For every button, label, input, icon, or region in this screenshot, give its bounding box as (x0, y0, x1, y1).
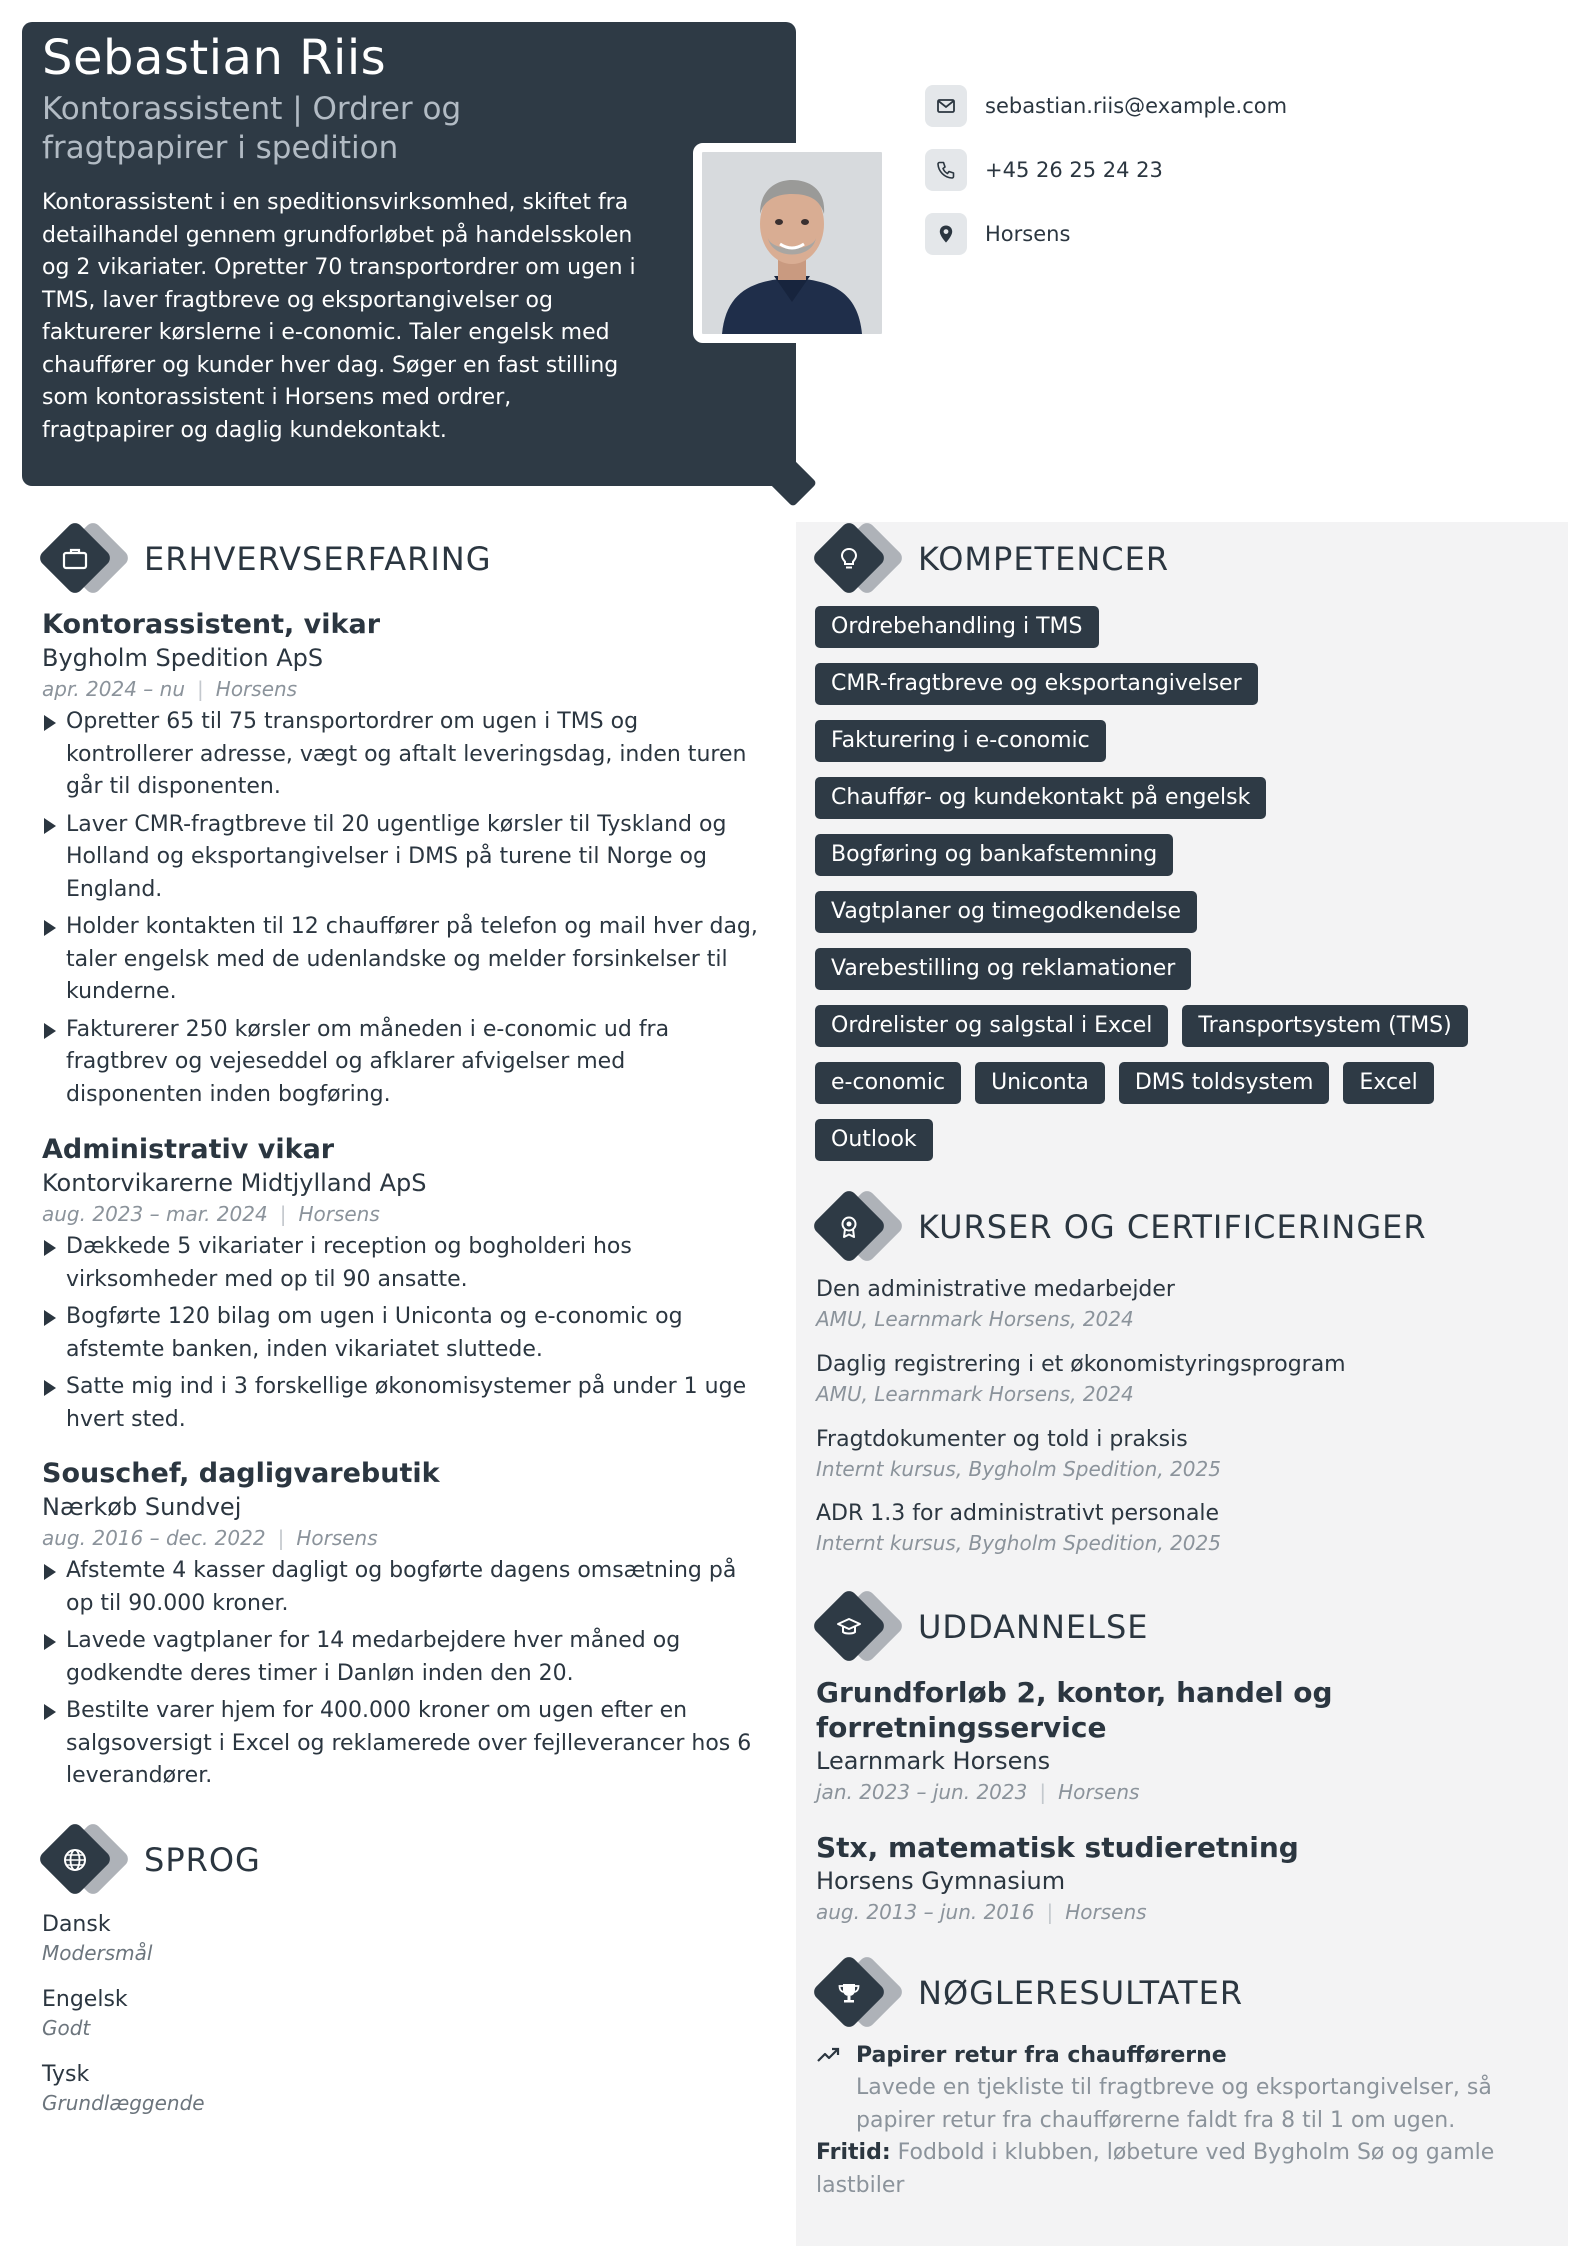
separator: | (1046, 1900, 1054, 1924)
bullet-triangle-icon (44, 715, 56, 731)
job-meta (42, 1199, 762, 1229)
education-meta (816, 1777, 1536, 1807)
lightbulb-badge (812, 521, 908, 597)
job-bullet: Satte mig ind i 3 forskellige økonomisystemer på under 1 uge hvert sted. (42, 1371, 762, 1436)
profile-photo (693, 143, 891, 343)
job-bullets (42, 1231, 762, 1436)
phone-icon (925, 149, 967, 191)
bullet-triangle-icon (44, 1634, 56, 1650)
job-bullet: Fakturerer 250 kørsler om måneden i e-conomic ud fra fragtbrev og vejeseddel og afklarer afvigelser med disponenten inden bogføring. (42, 1014, 762, 1112)
job-bullet: Lavede vagtplaner for 14 medarbejdere hver måned og godkendte deres timer i Danløn inden den 20. (42, 1625, 762, 1690)
language-name: Dansk (42, 1912, 111, 1937)
separator: | (279, 1202, 287, 1226)
separator: | (1039, 1780, 1047, 1804)
job-role: Kontorassistent, vikar (42, 609, 381, 640)
skill-tag: Fakturering i e-conomic (815, 720, 1106, 762)
course-item (816, 1499, 1536, 1557)
bullet-triangle-icon (44, 1380, 56, 1396)
result-title: Papirer retur fra chaufførerne (816, 2040, 1536, 2072)
course-meta: Internt kursus, Bygholm Spedition, 2025 (816, 1457, 1221, 1481)
job-company: Nærkøb Sundvej (42, 1493, 242, 1521)
education-meta (816, 1897, 1536, 1927)
job-bullet: Holder kontakten til 12 chauffører på telefon og mail hver dag, taler engelsk med de udenlandske og melder forsinkelser til kunderne. (42, 911, 762, 1009)
education-degree: Stx, matematisk studieretning (816, 1831, 1299, 1864)
contact-email-text: sebastian.riis@example.com (985, 94, 1288, 118)
language-item (42, 1910, 442, 1966)
language-item (42, 1985, 442, 2041)
course-item (816, 1425, 1536, 1483)
skill-tag: Ordrebehandling i TMS (815, 606, 1099, 648)
job-bullet: Bogførte 120 bilag om ugen i Uniconta og e-conomic og afstemte banken, inden vikariatet sluttede. (42, 1301, 762, 1366)
award-badge (812, 1189, 908, 1265)
job-entry (42, 1457, 762, 1798)
job-bullet: Dækkede 5 vikariater i reception og bogholderi hos virksomheder med op til 90 ansatte. (42, 1231, 762, 1296)
education-school: Learnmark Horsens (816, 1747, 1051, 1775)
skill-tag: Transportsystem (TMS) (1182, 1005, 1467, 1047)
skills-title: KOMPETENCER (918, 540, 1170, 578)
job-bullet: Afstemte 4 kasser dagligt og bogførte dagens omsætning på op til 90.000 kroner. (42, 1555, 762, 1620)
skill-tag: Uniconta (975, 1062, 1105, 1104)
job-location: Horsens (215, 677, 298, 701)
course-name: ADR 1.3 for administrativt personale (816, 1501, 1220, 1526)
education-location: Horsens (1065, 1900, 1147, 1924)
briefcase-icon (58, 542, 92, 576)
result-item (816, 2040, 1536, 2137)
map-pin-icon (925, 213, 967, 255)
trending-up-icon (816, 2044, 842, 2076)
skill-tag: Chauffør- og kundekontakt på engelsk (815, 777, 1266, 819)
language-level: Modersmål (42, 1941, 153, 1965)
separator: | (197, 677, 204, 701)
job-period: aug. 2023 – mar. 2024 (42, 1202, 268, 1226)
job-bullets (42, 1555, 762, 1793)
briefcase-badge (38, 521, 134, 597)
job-bullet: Laver CMR-fragtbreve til 20 ugentlige kørsler til Tyskland og Holland og eksportangivelser i DMS på turene til Norge og England. (42, 809, 762, 907)
contact-email[interactable] (925, 84, 1345, 128)
job-bullet: Opretter 65 til 75 transportordrer om ugen i TMS og kontrollerer adresse, vægt og aftalt leveringsdag, inden turen går til disponenten. (42, 706, 762, 804)
experience-title: ERHVERVSERFARING (144, 540, 492, 578)
job-meta (42, 674, 762, 704)
education-title: UDDANNELSE (918, 1608, 1149, 1646)
language-level: Godt (42, 2016, 91, 2040)
languages-section-header (38, 1822, 261, 1898)
candidate-title: Kontorassistent | Ordrer og fragtpapirer i spedition (42, 91, 462, 166)
bullet-triangle-icon (44, 1310, 56, 1326)
language-level: Grundlæggende (42, 2091, 205, 2115)
candidate-name: Sebastian Riis (42, 30, 387, 86)
skill-tag: Vagtplaner og timegodkendelse (815, 891, 1197, 933)
skill-tag: Bogføring og bankafstemning (815, 834, 1173, 876)
bullet-triangle-icon (44, 1240, 56, 1256)
profile-summary: Kontorassistent i en speditionsvirksomhed, skiftet fra detailhandel gennem grundforløbet på handelsskolen og 2 vikariater. Opretter 70 transportordrer om ugen i TMS, laver fragtbreve og eksportangivelser og fakturerer kørslerne i e-conomic. Taler engelsk med chauffører og kunder hver dag. Søger en fast stilling som kontorassistent i Horsens med ordrer, fragtpapirer og daglig kundekontakt. (42, 190, 636, 443)
languages-title: SPROG (144, 1841, 261, 1879)
job-period: apr. 2024 – nu (42, 677, 186, 701)
course-meta: Internt kursus, Bygholm Spedition, 2025 (816, 1531, 1221, 1555)
skill-tag: Outlook (815, 1119, 933, 1161)
course-item (816, 1350, 1536, 1408)
job-bullets (42, 706, 762, 1111)
skill-tag: e-conomic (815, 1062, 961, 1104)
job-entry (42, 608, 762, 1116)
graduation-cap-icon (832, 1610, 866, 1644)
course-meta: AMU, Learnmark Horsens, 2024 (816, 1307, 1134, 1331)
contact-location (925, 212, 1345, 256)
language-item (42, 2060, 442, 2116)
education-degree: Grundforløb 2, kontor, handel og forretningsservice (816, 1676, 1333, 1744)
results-title: NØGLERESULTATER (918, 1974, 1244, 2012)
course-meta: AMU, Learnmark Horsens, 2024 (816, 1382, 1134, 1406)
skills-tag-list (815, 606, 1555, 1176)
bullet-triangle-icon (44, 818, 56, 834)
language-name: Tysk (42, 2062, 90, 2087)
contact-phone-text: +45 26 25 24 23 (985, 158, 1163, 182)
education-period: jan. 2023 – jun. 2023 (816, 1780, 1028, 1804)
award-icon (832, 1210, 866, 1244)
education-location: Horsens (1058, 1780, 1140, 1804)
education-section-header (812, 1589, 1148, 1665)
skill-tag: DMS toldsystem (1119, 1062, 1330, 1104)
globe-icon (58, 1843, 92, 1877)
bullet-triangle-icon (44, 1564, 56, 1580)
education-item (816, 1830, 1536, 1927)
job-bullet: Bestilte varer hjem for 400.000 kroner om ugen efter en salgsoversigt i Excel og reklamerede over fejlleverancer hos 6 leverandører. (42, 1695, 762, 1793)
course-name: Fragtdokumenter og told i praksis (816, 1427, 1188, 1452)
course-name: Den administrative medarbejder (816, 1277, 1175, 1302)
bullet-triangle-icon (44, 1704, 56, 1720)
education-period: aug. 2013 – jun. 2016 (816, 1900, 1035, 1924)
leisure-text: Fodbold i klubben, løbeture ved Bygholm Sø og gamle lastbiler (816, 2140, 1495, 2198)
job-role: Souschef, dagligvarebutik (42, 1458, 440, 1489)
job-meta (42, 1523, 762, 1553)
education-item (816, 1675, 1536, 1807)
job-entry (42, 1133, 762, 1441)
trophy-badge (812, 1955, 908, 2031)
experience-section-header (38, 521, 492, 597)
job-role: Administrativ vikar (42, 1134, 335, 1165)
skill-tag: Ordrelister og salgstal i Excel (815, 1005, 1168, 1047)
bullet-triangle-icon (44, 1023, 56, 1039)
globe-badge (38, 1822, 134, 1898)
leisure-label: Fritid: (816, 2140, 891, 2165)
lightbulb-icon (832, 542, 866, 576)
job-location: Horsens (298, 1202, 380, 1226)
skill-tag: Excel (1343, 1062, 1433, 1104)
mail-icon (925, 85, 967, 127)
job-period: aug. 2016 – dec. 2022 (42, 1526, 266, 1550)
courses-section-header (812, 1189, 1427, 1265)
separator: | (277, 1526, 285, 1550)
job-location: Horsens (296, 1526, 378, 1550)
skills-section-header (812, 521, 1169, 597)
course-item (816, 1275, 1536, 1333)
course-name: Daglig registrering i et økonomistyringsprogram (816, 1352, 1346, 1377)
education-school: Horsens Gymnasium (816, 1867, 1066, 1895)
job-company: Kontorvikarerne Midtjylland ApS (42, 1169, 427, 1197)
job-company: Bygholm Spedition ApS (42, 644, 324, 672)
skill-tag: Varebestilling og reklamationer (815, 948, 1191, 990)
contact-location-text: Horsens (985, 222, 1071, 246)
language-name: Engelsk (42, 1987, 128, 2012)
contact-phone[interactable] (925, 148, 1345, 192)
courses-title: KURSER OG CERTIFICERINGER (918, 1208, 1427, 1246)
graduation-badge (812, 1589, 908, 1665)
skill-tag: CMR-fragtbreve og eksportangivelser (815, 663, 1258, 705)
bullet-triangle-icon (44, 920, 56, 936)
result-description: Lavede en tjekliste til fragtbreve og eksportangivelser, så papirer retur fra chaufførerne faldt fra 8 til 1 om ugen. (856, 2075, 1492, 2133)
leisure-line (816, 2137, 1536, 2202)
results-section-header (812, 1955, 1243, 2031)
trophy-icon (832, 1976, 866, 2010)
